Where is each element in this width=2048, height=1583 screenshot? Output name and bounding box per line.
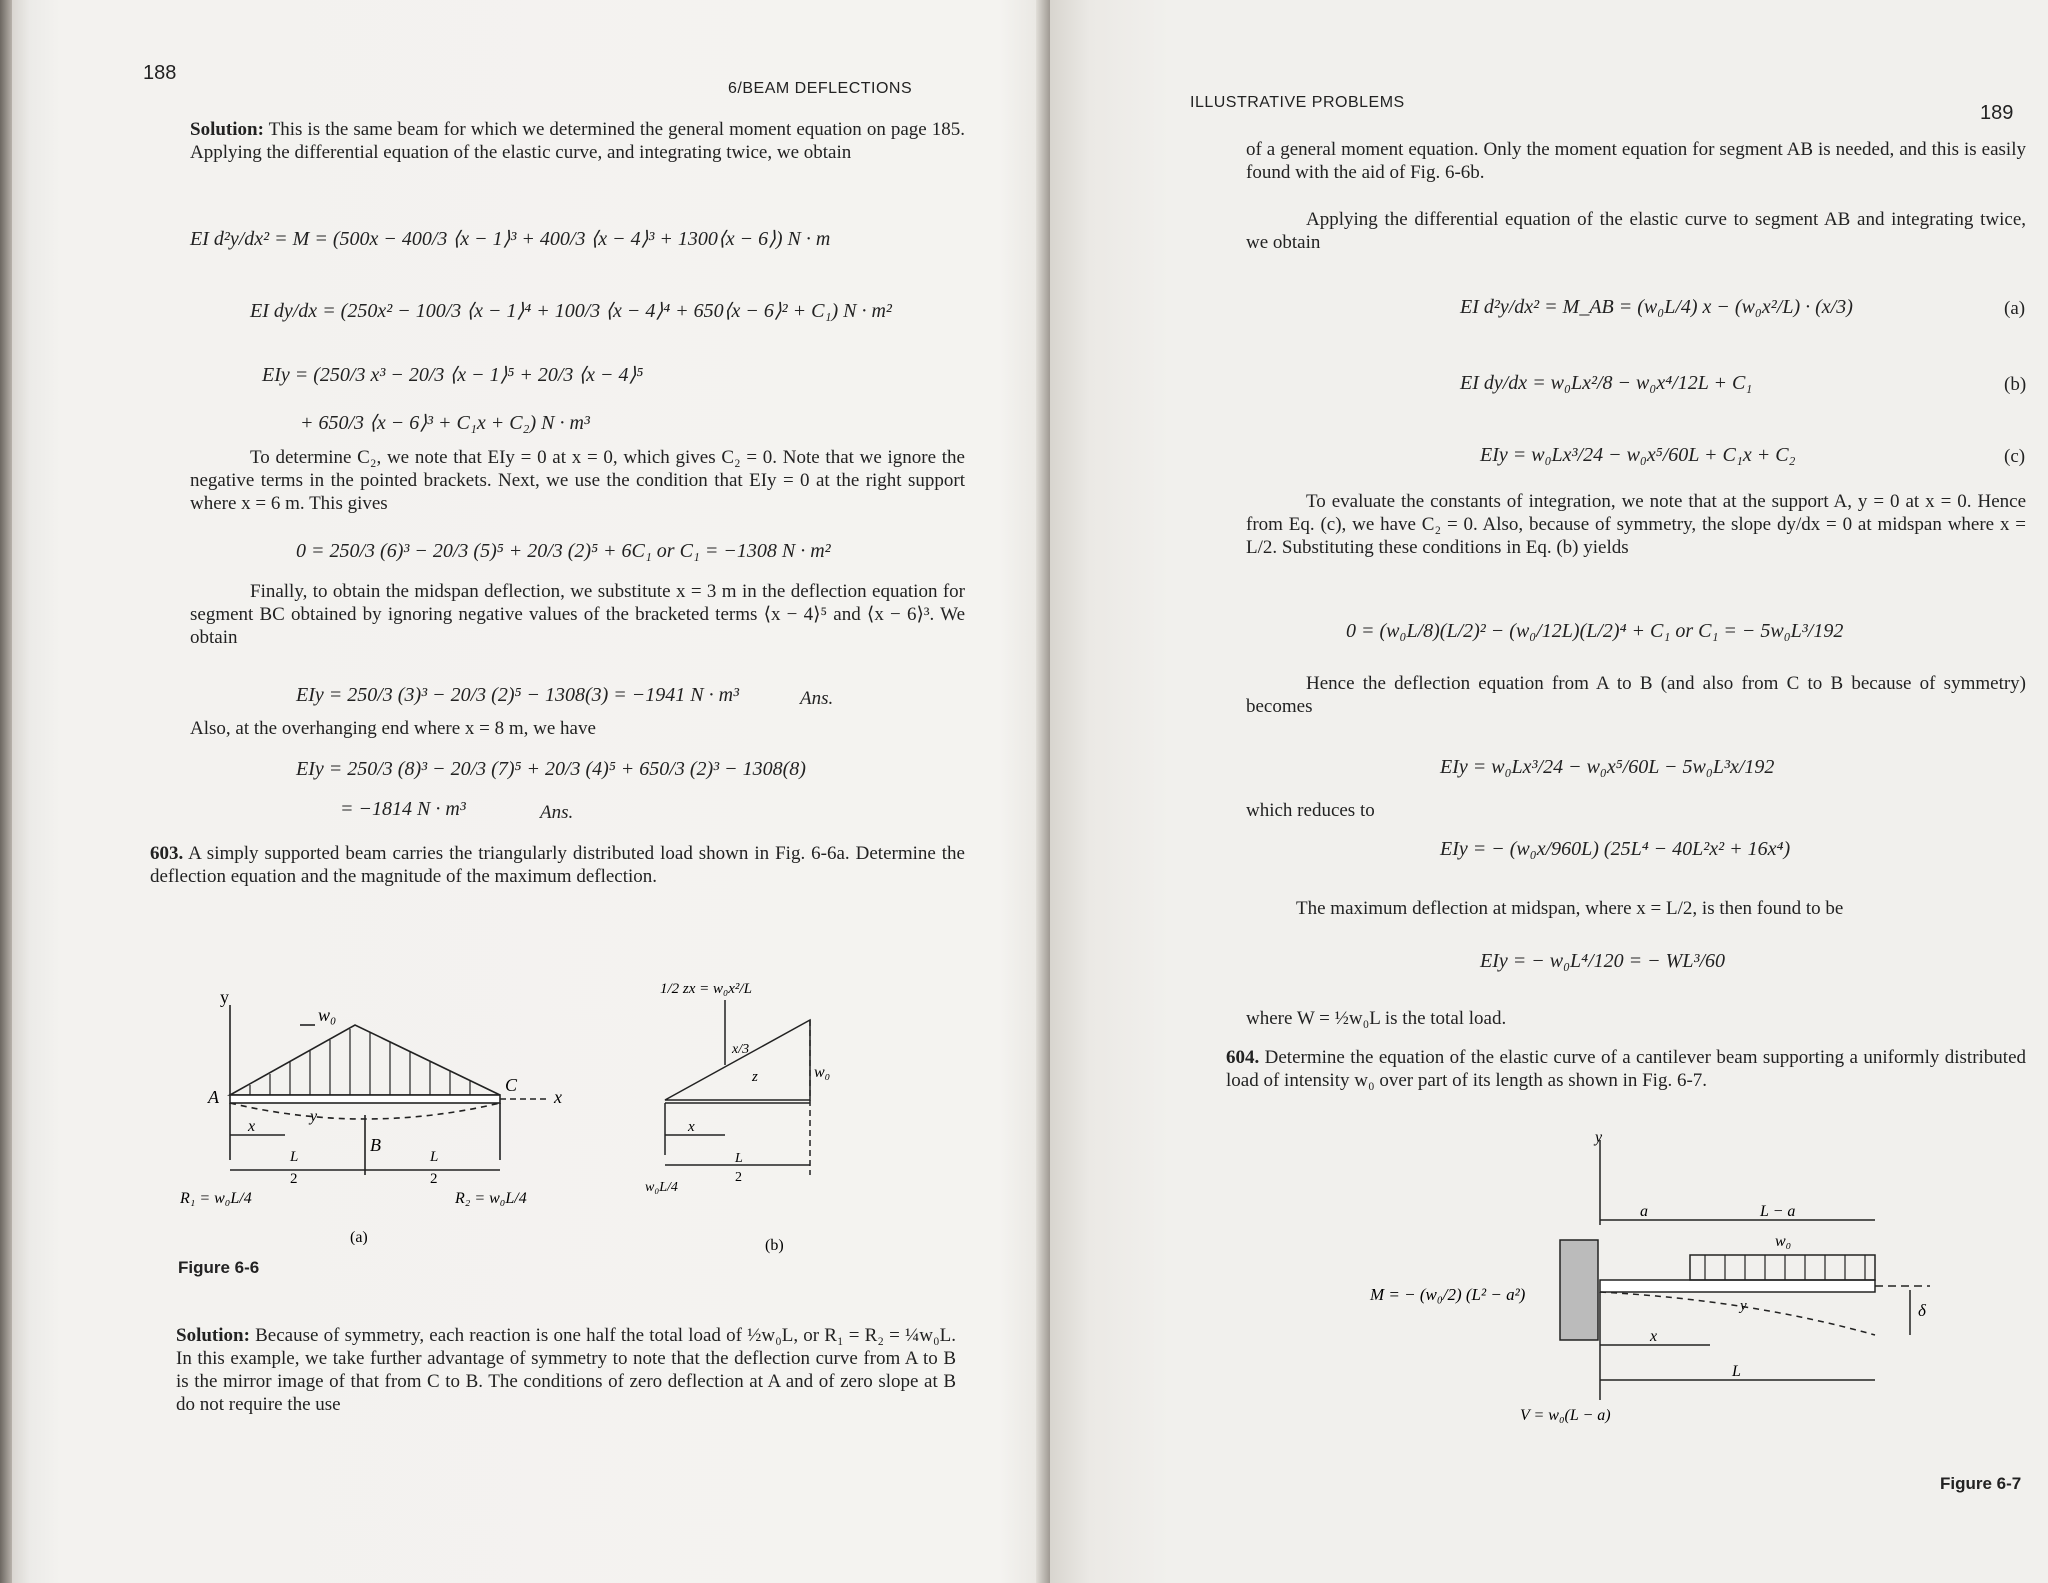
fig7-L-label: L <box>1732 1363 1741 1380</box>
fig-a-R2-label: R₂ = w₀L/4 <box>455 1190 527 1207</box>
fig7-a-label: a <box>1640 1203 1648 1220</box>
running-header-left: 6/BEAM DEFLECTIONS <box>728 80 913 97</box>
figure-caption-6-6: Figure 6-6 <box>178 1258 260 1277</box>
paragraph-reduces: which reduces to <box>1246 800 1375 821</box>
paragraph-determine-c2: To determine C₂, we note that EIy = 0 at x = 0, which gives C₂ = 0. Note that we ignore the negative terms in the pointed brackets. Next, we use the condition that EIy = 0 at the right support where x = 6 m. This gives <box>190 447 965 514</box>
paragraph-total-load: where W = ½w₀L is the total load. <box>1246 1008 1507 1029</box>
equation-deflection-line2: + 650/3 ⟨x − 6⟩³ + C₁x + C₂) N · m³ <box>300 412 590 434</box>
fig-a-x-dim-label: x <box>248 1118 256 1135</box>
fig-a-deflection-y: y <box>310 1108 318 1125</box>
fig-a-half-span-2-num: L <box>430 1149 439 1165</box>
equation-midspan-result: EIy = 250/3 (3)³ − 20/3 (2)⁵ − 1308(3) = −1941 N · m³ <box>296 684 740 706</box>
fig-a-half-span-1-den: 2 <box>290 1171 298 1187</box>
solution-text: This is the same beam for which we determined the general moment equation on page 185. Applying the differential equation of the elastic curve, and integrating twice, we obtain <box>190 119 965 163</box>
fig-b-half-den: 2 <box>735 1170 742 1185</box>
uniform-load <box>1690 1255 1875 1280</box>
paragraph-evaluate-constants: To evaluate the constants of integration, we note that at the support A, y = 0 at x = 0. Hence from Eq. (c), we have C₂ = 0. Also, because of symmetry, the slope dy/dx = 0 at midspan where x = L/2. Substituting these conditions in Eq. (b) yields <box>1246 491 2026 558</box>
paragraph-apply-differential: Applying the differential equation of the elastic curve to segment AB and integrating twice, we obtain <box>1246 209 2026 253</box>
page-number-left: 188 <box>143 62 177 84</box>
fig-a-w0-label: w₀ <box>318 1005 337 1025</box>
fig-a-sub-label: (a) <box>350 1229 368 1245</box>
fig7-La-label: L − a <box>1760 1203 1796 1220</box>
equation-d: 0 = (w₀L/8)(L/2)² − (w₀/12L)(L/2)⁴ + C₁ or C₁ = − 5w₀L³/192 <box>1346 620 1844 642</box>
equation-g: EIy = − w₀L⁴/120 = − WL³/60 <box>1480 950 1725 972</box>
fig-a-A-label: A <box>208 1087 219 1107</box>
solution-label: Solution: <box>190 119 264 140</box>
fig7-x-label: x <box>1650 1328 1658 1345</box>
solution-paragraph-2 <box>176 1324 956 1416</box>
equation-deflection-line1: EIy = (250/3 x³ − 20/3 ⟨x − 1⟩⁵ + 20/3 ⟨x − 4⟩⁵ <box>262 364 644 386</box>
fixed-wall <box>1560 1240 1598 1340</box>
equation-overhang: EIy = 250/3 (8)³ − 20/3 (7)⁵ + 20/3 (4)⁵ + 650/3 (2)³ − 1308(8) <box>296 758 806 780</box>
equation-a: EI d²y/dx² = M_AB = (w₀L/4) x − (w₀x²/L) · (x/3) <box>1460 296 1853 318</box>
fig-b-x3-label: x/3 <box>732 1042 750 1057</box>
equation-e: EIy = w₀Lx³/24 − w₀x⁵/60L − 5w₀L³x/192 <box>1440 756 1775 778</box>
figure-6-6a <box>180 985 620 1245</box>
load-arrows <box>250 1029 470 1095</box>
fig-b-sub-label: (b) <box>765 1237 784 1254</box>
fig-b-z-label: z <box>752 1069 758 1085</box>
fig-a-C-label: C <box>505 1075 518 1095</box>
paragraph-general-moment: of a general moment equation. Only the moment equation for segment AB is needed, and this is easily found with the aid of Fig. 6-6b. <box>1246 139 2026 183</box>
fig-b-w0-label: w₀ <box>814 1064 831 1081</box>
equation-f: EIy = − (w₀x/960L) (25L⁴ − 40L²x² + 16x⁴) <box>1440 838 1791 860</box>
fig7-elastic-curve <box>1600 1292 1875 1335</box>
fig7-delta-label: δ <box>1918 1301 1926 1320</box>
fig7-moment-label: M = − (w₀/2) (L² − a²) <box>1370 1285 1526 1304</box>
equation-c1: 0 = 250/3 (6)³ − 20/3 (5)⁵ + 20/3 (2)⁵ + 6C₁ or C₁ = −1308 N · m² <box>296 540 831 562</box>
problem-text: A simply supported beam carries the triangularly distributed load shown in Fig. 6-6a. Determine the deflection equation and the magnitude of the maximum deflection. <box>150 843 965 887</box>
beam <box>230 1095 500 1103</box>
answer-label-1: Ans. <box>800 688 834 709</box>
problem-text-604: Determine the equation of the elastic curve of a cantilever beam supporting a uniformly distributed load of intensity w₀ over part of its length as shown in Fig. 6-7. <box>1226 1047 2027 1091</box>
paragraph-deflection-equation: Hence the deflection equation from A to B (and also from C to B because of symmetry) becomes <box>1246 673 2026 717</box>
fig-a-B-label: B <box>370 1135 381 1155</box>
paragraph-midspan: Finally, to obtain the midspan deflection, we substitute x = 3 m in the deflection equation for segment BC obtained by ignoring negative values of the bracketed terms ⟨x − 4⟩⁵ and ⟨x − 6⟩³. We obtain <box>190 581 965 648</box>
equation-b: EI dy/dx = w₀Lx²/8 − w₀x⁴/12L + C₁ <box>1460 372 1753 394</box>
fig-a-y-label: y <box>220 987 229 1007</box>
equation-b-tag: (b) <box>2004 374 2027 395</box>
partial-load <box>665 1020 810 1100</box>
cantilever-beam <box>1600 1280 1875 1292</box>
fig7-y-label: y <box>1595 1130 1603 1146</box>
problem-603 <box>150 842 965 888</box>
fig-b-x-label: x <box>688 1119 695 1135</box>
book-edge <box>0 0 12 1583</box>
figure-6-6b <box>640 965 840 1265</box>
equation-a-tag: (a) <box>2004 298 2026 319</box>
fig7-w0-label: w₀ <box>1775 1233 1792 1250</box>
right-page <box>1050 0 2048 1583</box>
fig7-shear-label: V = w₀(L − a) <box>1520 1407 1611 1424</box>
running-header-right: ILLUSTRATIVE PROBLEMS <box>1190 94 1405 111</box>
fig7-deflection-y: y <box>1740 1298 1747 1314</box>
equation-moment: EI d²y/dx² = M = (500x − 400/3 ⟨x − 1⟩³ + 400/3 ⟨x − 4⟩³ + 1300⟨x − 6⟩) N · m <box>190 228 831 250</box>
fig-a-x-label: x <box>554 1087 562 1107</box>
fig-b-reaction-label: w₀L/4 <box>645 1180 678 1195</box>
problem-604 <box>1226 1046 2026 1092</box>
paragraph-max-deflection: The maximum deflection at midspan, where x = L/2, is then found to be <box>1296 898 1844 919</box>
fig-a-R1-label: R₁ = w₀L/4 <box>180 1190 252 1207</box>
figure-6-7 <box>1270 1130 2040 1430</box>
fig7-load-arrows <box>1705 1255 1865 1280</box>
equation-overhang-result: = −1814 N · m³ <box>340 798 466 820</box>
equation-c-tag: (c) <box>2004 446 2026 467</box>
solution-label-2: Solution: <box>176 1325 250 1346</box>
paragraph-overhang: Also, at the overhanging end where x = 8 m, we have <box>190 718 596 739</box>
answer-label-2: Ans. <box>540 802 574 823</box>
equation-slope: EI dy/dx = (250x² − 100/3 ⟨x − 1⟩⁴ + 100/3 ⟨x − 4⟩⁴ + 650⟨x − 6⟩² + C₁) N · m² <box>250 300 892 322</box>
problem-number: 603. <box>150 843 184 864</box>
fig-a-half-span-2-den: 2 <box>430 1171 438 1187</box>
fig-b-resultant-label: 1/2 zx = w₀x²/L <box>660 981 752 997</box>
figure-caption-6-7: Figure 6-7 <box>1940 1474 2022 1493</box>
page-number-right: 189 <box>1980 102 2014 124</box>
equation-c: EIy = w₀Lx³/24 − w₀x⁵/60L + C₁x + C₂ <box>1480 444 1796 466</box>
solution-paragraph-1 <box>190 118 965 164</box>
solution-text-2: Because of symmetry, each reaction is one half the total load of ½w₀L, or R₁ = R₂ = ¼w₀L. In this example, we take further advantage of symmetry to note that the deflection curve from A to B is the mirror image of that from C to B. The conditions of zero deflection at A and of zero slope at B do not require the use <box>176 1325 956 1415</box>
fig-a-half-span-1-num: L <box>290 1149 299 1165</box>
fig-b-half-num: L <box>735 1151 743 1166</box>
problem-number-604: 604. <box>1226 1047 1260 1068</box>
